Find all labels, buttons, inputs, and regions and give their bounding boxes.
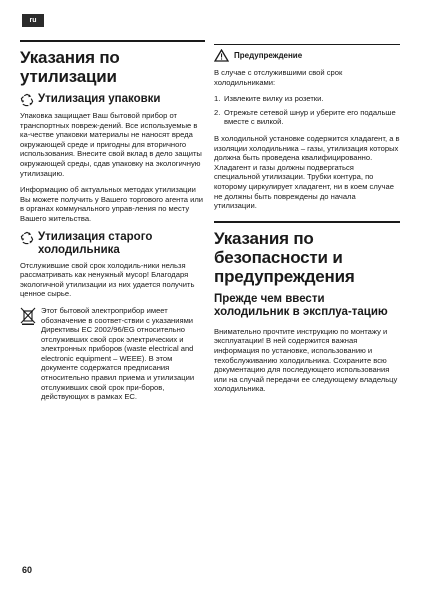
- packaging-paragraph-1: Упаковка защищает Ваш бытовой прибор от транспортных повреж-дений. Все используемые в ка-честве упаковки материалы не наносят вреда окружающей среде и пригодны для вторичного использования. Внесите свой вклад в дело защиты окружающей среды, сдав упаковку на экологичную утилизацию.: [20, 111, 202, 178]
- section-rule: [20, 40, 205, 42]
- crossed-bin-icon: [20, 307, 36, 325]
- warning-steps: [214, 94, 400, 127]
- page-number: 60: [22, 565, 33, 575]
- packaging-heading-text: Утилизация упаковки: [38, 93, 161, 105]
- step-text: Извлеките вилку из розетки.: [224, 94, 324, 104]
- recycle-icon: [20, 93, 34, 107]
- weee-notice: [20, 306, 205, 402]
- warning-label-text: Предупреждение: [234, 51, 303, 60]
- language-tab: ru: [22, 14, 44, 27]
- right-column: [214, 40, 400, 401]
- safety-title: Указания по безопасности и предупреждения: [214, 228, 355, 286]
- step-number: 1.: [214, 94, 221, 104]
- list-item: [214, 108, 400, 127]
- recycle-icon: [20, 231, 34, 245]
- warning-intro: В случае с отслужившими свой срок холодильниками:: [214, 68, 343, 87]
- step-number: 2.: [214, 107, 221, 117]
- weee-text: Этот бытовой электроприбор имеет обозначение в соответ-ствии с указаниями Директивы ЕС 2002/96/EG относительно отслуживших свой срок электрических и электронных приборов (waste electrical and electronic equipment – WEEE). В этом документе содержатся предписания относительно правил приема и утилизации отслуживших свой срок при-боров, действующих в рамках ЕС.: [41, 305, 195, 402]
- warning-rule: [214, 44, 400, 45]
- packaging-heading: [20, 93, 205, 107]
- warning-triangle-icon: [214, 49, 229, 62]
- old-appliance-heading: [20, 231, 205, 257]
- old-appliance-heading-text: Утилизация старого холодильника: [38, 230, 153, 256]
- packaging-paragraph-2: Информацию об актуальных методах утилизации Вы можете получить у Вашего торгового агента или в органах коммунального управ-ления по месту Вашего жительства.: [20, 185, 204, 223]
- left-column: [20, 40, 205, 402]
- warning-paragraph-2: В холодильной установке содержится хладагент, а в изоляции холодильника – газы, утилизация которых должна быть проведена квалифицированно. Хладагент и газы должны подвергаться специальной утилизации. Трубки контура, по которому циркулирует хладагент, ни в коем случае не должны быть повреждены до начала утилизации.: [214, 133, 400, 211]
- old-appliance-paragraph-1: Отслужившие свой срок холодиль-ники нельзя рассматривать как ненужный мусор! Благодаря экологичной утилизации из них удается получить ценное сырье.: [20, 260, 195, 299]
- list-item: [214, 94, 400, 104]
- step-text: Отрежьте сетевой шнур и уберите его подальше вместе с вилкой.: [224, 107, 396, 127]
- section-rule: [214, 221, 400, 223]
- safety-paragraph-1: Внимательно прочтите инструкцию по монтажу и эксплуатации! В ней содержится важная информация по установке, использованию и техобслуживанию холодильника. Сохраните всю документацию для последующего использования или на случай передачи ее следующему владельцу холодильника.: [214, 326, 398, 394]
- safety-subtitle: Прежде чем ввести холодильник в эксплуа-тацию: [214, 292, 388, 318]
- warning-label: [214, 49, 400, 62]
- disposal-title: Указания по утилизации: [20, 48, 120, 86]
